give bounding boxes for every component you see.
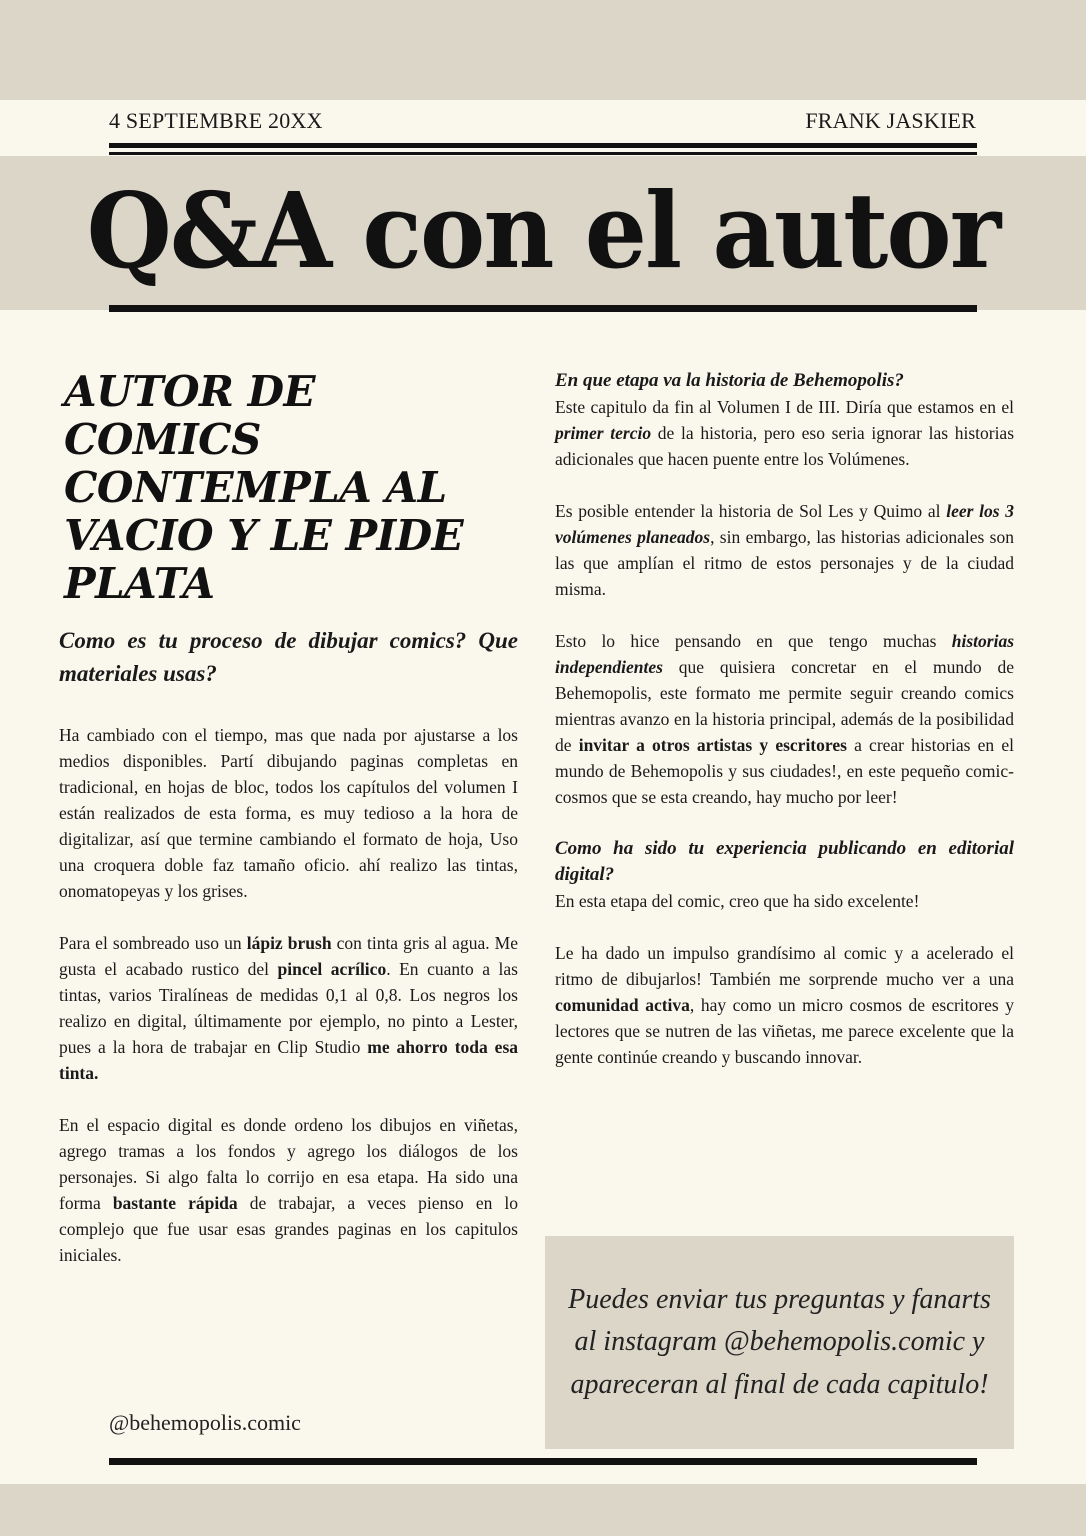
callout-text: Puedes enviar tus preguntas y fanarts al instagram @behemopolis.comic y apareceran al final de cada capitulo! bbox=[568, 1283, 991, 1400]
answer-story-1: Este capitulo da fin al Volumen I de III. Diría que estamos en el primer tercio de la historia, pero eso seria ignorar las historias adicionales que hacen puente entre los Volúmenes. bbox=[555, 397, 1015, 469]
divider-bottom bbox=[109, 1458, 977, 1465]
left-column bbox=[59, 368, 518, 1268]
answer-paragraph-1: Ha cambiado con el tiempo, mas que nada por ajustarse a los medios disponibles. Partí dibujando paginas completas en tradicional, en hojas de bloc, todos los capítulos del volumen I están realizados de esta forma, es muy tedioso a la hora de digitalizar, así que termine cambiando el formato de hoja, Uso una croquera doble faz tamaño oficio. ahí realizo las tintas, onomatopeyas y los grises. bbox=[59, 725, 518, 901]
answer-story-3: Esto lo hice pensando en que tengo muchas historias independientes que quisiera concretar en el mundo de Behemopolis, este formato me permite seguir creando comics mientras avanzo en la historia principal, además de la posibilidad de invitar a otros artistas y escritores a crear historias en el mundo de Behemopolis y sus ciudades!, en este pequeño comic-cosmos que se esta creando, hay mucho por leer! bbox=[555, 631, 1014, 807]
question-story-stage: En que etapa va la historia de Behemopolis? bbox=[555, 370, 904, 391]
masthead-title: Q&A con el autor bbox=[86, 169, 1000, 292]
issue-date: 4 SEPTIEMBRE 20XX bbox=[109, 108, 323, 133]
divider-masthead bbox=[109, 305, 977, 312]
right-column bbox=[555, 368, 1014, 1070]
answer-publishing-1: En esta etapa del comic, creo que ha sido excelente! bbox=[555, 891, 920, 911]
divider-top-thick bbox=[109, 143, 977, 148]
headline: AUTOR DE COMICS CONTEMPLA AL VACIO Y LE PIDE PLATA bbox=[64, 367, 464, 608]
answer-paragraph-2: Para el sombreado uso un lápiz brush con tinta gris al agua. Me gusta el acabado rustico del pincel acrílico. En cuanto a las tintas, varios Tiralíneas de medidas 0,1 al 0,8. Los negros los realizo en digital, últimamente por ejemplo, no pinto a Lester, pues a la hora de trabajar en Clip Studio me ahorro toda esa tinta. bbox=[59, 933, 519, 1083]
top-band bbox=[0, 0, 1086, 100]
question-process: Como es tu proceso de dibujar comics? Que materiales usas? bbox=[59, 628, 518, 686]
divider-top-thin bbox=[109, 152, 977, 155]
answer-publishing-2: Le ha dado un impulso grandísimo al comic y a acelerado el ritmo de dibujarlos! También me sorprende mucho ver a una comunidad activa, hay como un micro cosmos de escritores y lectores que se nutren de las viñetas, me parece excelente que la gente continúe creando y buscando innovar. bbox=[555, 943, 1014, 1067]
answer-story-2: Es posible entender la historia de Sol Les y Quimo al leer los 3 volúmenes planeados, sin embargo, las historias adicionales son las que amplían el ritmo de estos personajes y de la ciudad misma. bbox=[555, 501, 1014, 599]
author-name: FRANK JASKIER bbox=[805, 108, 976, 133]
bottom-band bbox=[0, 1484, 1086, 1536]
instagram-handle: @behemopolis.comic bbox=[109, 1410, 301, 1435]
answer-paragraph-3: En el espacio digital es donde ordeno los dibujos en viñetas, agrego tramas a los fondos y agrego los diálogos de los personajes. Si algo falta lo corrijo en esa etapa. Ha sido una forma bastante rápida de trabajar, a veces pienso en lo complejo que fue usar esas grandes paginas en los capitulos iniciales. bbox=[59, 1115, 518, 1265]
instagram-callout bbox=[545, 1236, 1014, 1449]
question-publishing: Como ha sido tu experiencia publicando en editorial digital? bbox=[555, 838, 1014, 885]
